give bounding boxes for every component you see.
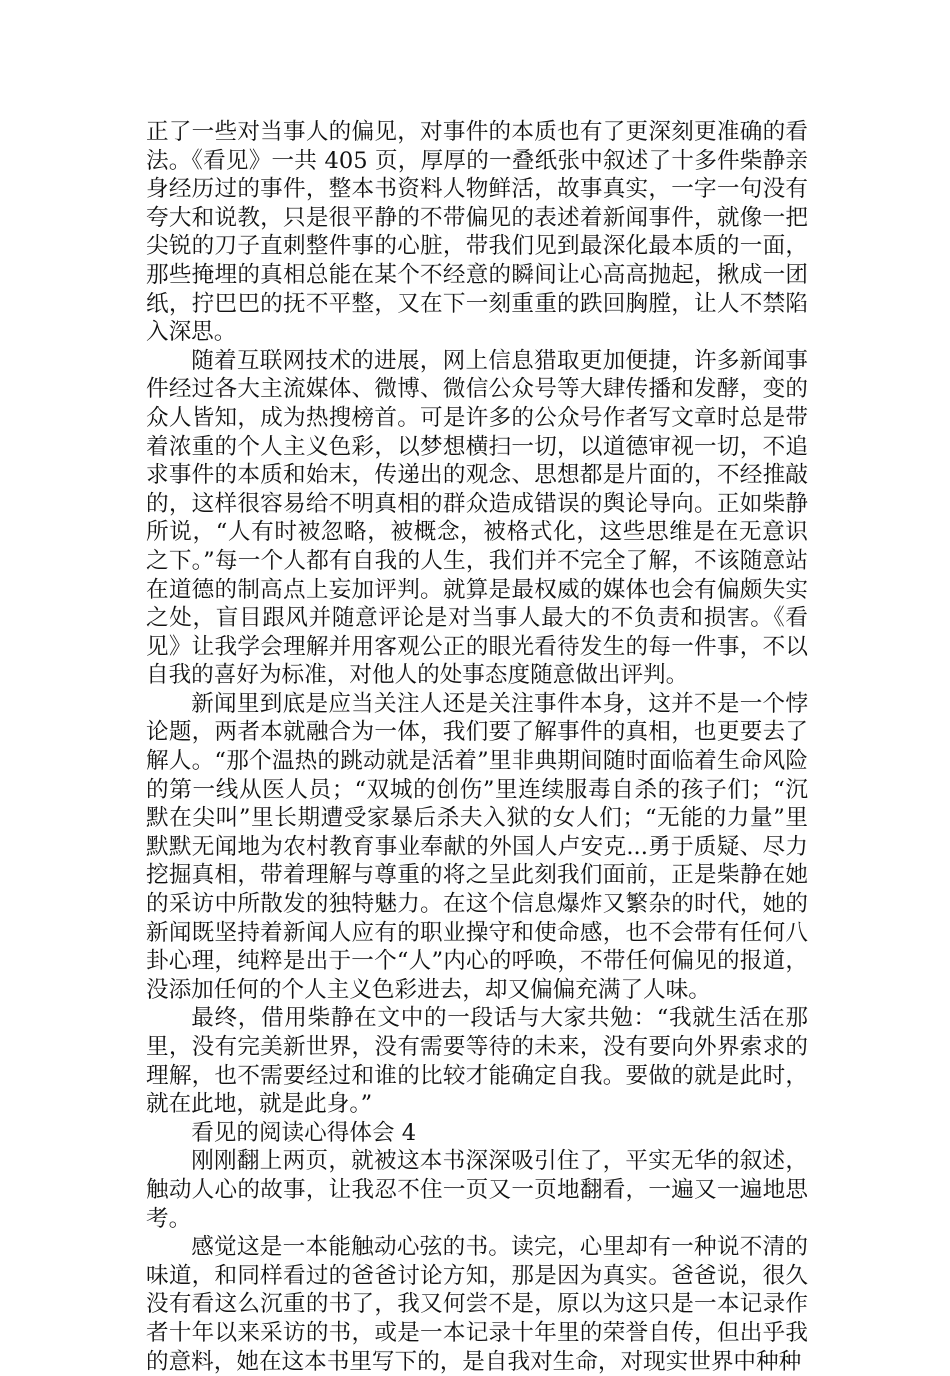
paragraph-3: 新闻里到底是应当关注人还是关注事件本身，这并不是一个悖论题，两者本就融合为一体，我们要了解事件的真相，也更要去了解人。“那个温热的跳动就是活着”里非典期间随时面临着生命风险的第一线从医人员；“双城的创伤”里连续服毒自杀的孩子们；“沉默在尖叫”里长期遭受家暴后杀夫入狱的女人们；“无能的力量”里默默无闻地为农村教育事业奉献的外国人卢安克...勇于质疑、尽力挖掘真相，带着理解与尊重的将之呈此刻我们面前，正是柴静在她的采访中所散发的独特魅力。在这个信息爆炸又繁杂的时代，她的新闻既坚持着新闻人应有的职业操守和使命感，也不会带有任何八卦心理，纯粹是出于一个“人”内心的呼唤，不带任何偏见的报道，没添加任何的个人主义色彩进去，却又偏偏充满了人味。 [146,690,808,1003]
section-paragraph-2: 感觉这是一本能触动心弦的书。读完，心里却有一种说不清的味道，和同样看过的爸爸讨论方知，那是因为真实。爸爸说，很久没有看这么沉重的书了，我又何尝不是，原以为这只是一本记录作者十年以来采访的书，或是一本记录十年里的荣誉自传，但出乎我的意料，她在这本书里写下的，是自我对生命，对现实世界中种种 [146,1234,808,1375]
document-page [146,118,808,1376]
section-title: 看见的阅读心得体会 4 [191,1119,417,1146]
paragraph-2: 随着互联网技术的进展，网上信息猎取更加便捷，许多新闻事件经过各大主流媒体、微博、微信公众号等大肆传播和发酵，变的众人皆知，成为热搜榜首。可是许多的公众号作者写文章时总是带着浓重的个人主义色彩，以梦想横扫一切，以道德审视一切，不追求事件的本质和始末，传递出的观念、思想都是片面的，不经推敲的，这样很容易给不明真相的群众造成错误的舆论导向。正如柴静所说，“人有时被忽略，被概念，被格式化，这些思维是在无意识之下。”每一个人都有自我的人生，我们并不完全了解，不该随意站在道德的制高点上妄加评判。就算是最权威的媒体也会有偏颇失实之处，盲目跟风并随意评论是对当事人最大的不负责和损害。《看见》让我学会理解并用客观公正的眼光看待发生的每一件事，不以自我的喜好为标准，对他人的处事态度随意做出评判。 [146,347,808,689]
paragraph-1: 正了一些对当事人的偏见，对事件的本质也有了更深刻更准确的看法。《看见》一共 405 页，厚厚的一叠纸张中叙述了十多件柴静亲身经历过的事件，整本书资料人物鲜活，故事真实，一字一句没有夸大和说教，只是很平静的不带偏见的表述着新闻事件，就像一把尖锐的刀子直刺整件事的心脏，带我们见到最深化最本质的一面，那些掩埋的真相总能在某个不经意的瞬间让心高高抛起，揪成一团纸，拧巴巴的抚不平整，又在下一刻重重的跌回胸膛，让人不禁陷入深思。 [146,119,808,346]
paragraph-4: 最终，借用柴静在文中的一段话与大家共勉：“我就生活在那里，没有完美新世界，没有需要等待的未来，没有要向外界索求的理解，也不需要经过和谁的比较才能确定自我。要做的就是此时，就在此地，就是此身。” [146,1005,808,1118]
section-paragraph-1: 刚刚翻上两页，就被这本书深深吸引住了，平实无华的叙述，触动人心的故事，让我忍不住一页又一页地翻看，一遍又一遍地思考。 [146,1148,808,1232]
